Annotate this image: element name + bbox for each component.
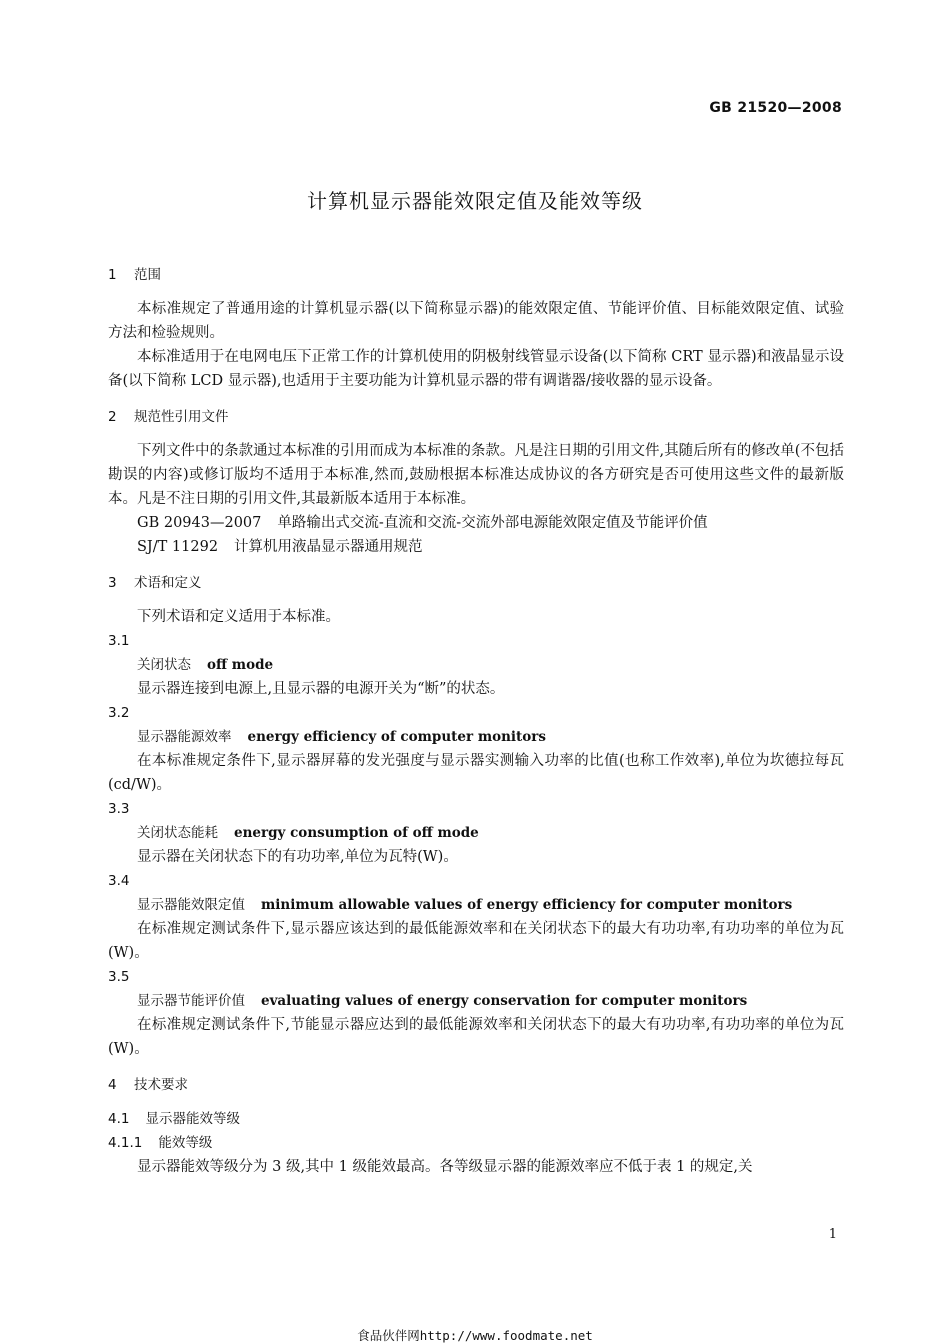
- paragraph: 显示器能效等级分为 3 级,其中 1 级能效最高。各等级显示器的能源效率应不低于表 1 的规定,关: [137, 1159, 753, 1175]
- section-number: 3: [108, 575, 117, 591]
- paragraph: 下列文件中的条款通过本标准的引用而成为本标准的条款。凡是注日期的引用文件,其随后所有的修改单(不包括勘误的内容)或修订版均不适用于本标准,然而,鼓励根据本标准达成协议的各方研究是否可使用这些文件的最新版本。凡是不注日期的引用文件,其最新版本适用于本标准。: [108, 443, 844, 507]
- paragraph: 本标准规定了普通用途的计算机显示器(以下简称显示器)的能效限定值、节能评价值、目标能效限定值、试验方法和检验规则。: [108, 301, 844, 341]
- term-definition: 在标准规定测试条件下,显示器应该达到的最低能源效率和在关闭状态下的最大有功功率,有功功率的单位为瓦(W)。: [108, 921, 844, 961]
- section-title: 范围: [134, 267, 161, 283]
- section-number: 1: [108, 267, 117, 283]
- term-number: 3.3: [108, 801, 130, 817]
- term-number: 3.4: [108, 873, 130, 889]
- section-heading-1: [108, 263, 844, 287]
- term-english: off mode: [207, 657, 274, 673]
- subsection-title: 显示器能效等级: [145, 1111, 240, 1127]
- subsection-number: 4.1: [108, 1111, 130, 1127]
- term-entry: [108, 989, 844, 1013]
- normative-reference: [108, 511, 844, 535]
- paragraph: 本标准适用于在电网电压下正常工作的计算机使用的阴极射线管显示设备(以下简称 CRT 显示器)和液晶显示设备(以下简称 LCD 显示器),也适用于主要功能为计算机显示器的带有调谐器/接收器的显示设备。: [108, 349, 844, 389]
- section-heading-3: [108, 571, 844, 595]
- section-title: 规范性引用文件: [134, 409, 229, 425]
- paragraph: 下列术语和定义适用于本标准。: [137, 609, 340, 625]
- term-definition: 在本标准规定条件下,显示器屏幕的发光强度与显示器实测输入功率的比值(也称工作效率),单位为坎德拉每瓦(cd/W)。: [108, 753, 844, 793]
- term-chinese: 显示器节能评价值: [137, 993, 245, 1009]
- term-entry: [108, 821, 844, 845]
- term-entry: [108, 725, 844, 749]
- term-number: 3.5: [108, 969, 130, 985]
- term-number: 3.2: [108, 705, 130, 721]
- section-number: 4: [108, 1077, 117, 1093]
- subsection-number: 4.1.1: [108, 1135, 143, 1151]
- reference-code: GB 20943—2007: [137, 515, 262, 531]
- section-title: 技术要求: [134, 1077, 188, 1093]
- subsection-title: 能效等级: [158, 1135, 213, 1151]
- section-title: 术语和定义: [134, 575, 202, 591]
- term-definition: 显示器连接到电源上,且显示器的电源开关为“断”的状态。: [137, 681, 505, 697]
- term-english: evaluating values of energy conservation for computer monitors: [261, 993, 748, 1009]
- term-english: energy consumption of off mode: [234, 825, 479, 841]
- reference-code: SJ/T 11292: [137, 539, 219, 555]
- subsection-heading: [108, 1131, 844, 1155]
- document-title: 计算机显示器能效限定值及能效等级: [307, 189, 643, 213]
- term-number: 3.1: [108, 633, 130, 649]
- term-chinese: 关闭状态: [137, 657, 191, 673]
- normative-reference: [108, 535, 844, 559]
- subsection-heading: [108, 1107, 844, 1131]
- term-entry: [108, 893, 844, 917]
- footer-watermark: 食品伙伴网http://www.foodmate.net: [357, 1328, 593, 1343]
- page-number: 1: [828, 1227, 837, 1242]
- term-chinese: 显示器能效限定值: [137, 897, 245, 913]
- term-english: minimum allowable values of energy efficiency for computer monitors: [261, 897, 793, 913]
- term-definition: 显示器在关闭状态下的有功功率,单位为瓦特(W)。: [137, 849, 458, 865]
- section-heading-4: [108, 1073, 844, 1097]
- standard-code: GB 21520—2008: [709, 100, 842, 116]
- term-definition: 在标准规定测试条件下,节能显示器应达到的最低能源效率和关闭状态下的最大有功功率,有功功率的单位为瓦(W)。: [108, 1017, 844, 1057]
- reference-title: 计算机用液晶显示器通用规范: [234, 539, 423, 555]
- section-number: 2: [108, 409, 117, 425]
- term-chinese: 关闭状态能耗: [137, 825, 218, 841]
- term-chinese: 显示器能源效率: [137, 729, 232, 745]
- term-english: energy efficiency of computer monitors: [247, 729, 547, 745]
- term-entry: [108, 653, 844, 677]
- reference-title: 单路输出式交流-直流和交流-交流外部电源能效限定值及节能评价值: [277, 515, 708, 531]
- document-body: [108, 263, 844, 1179]
- section-heading-2: [108, 405, 844, 429]
